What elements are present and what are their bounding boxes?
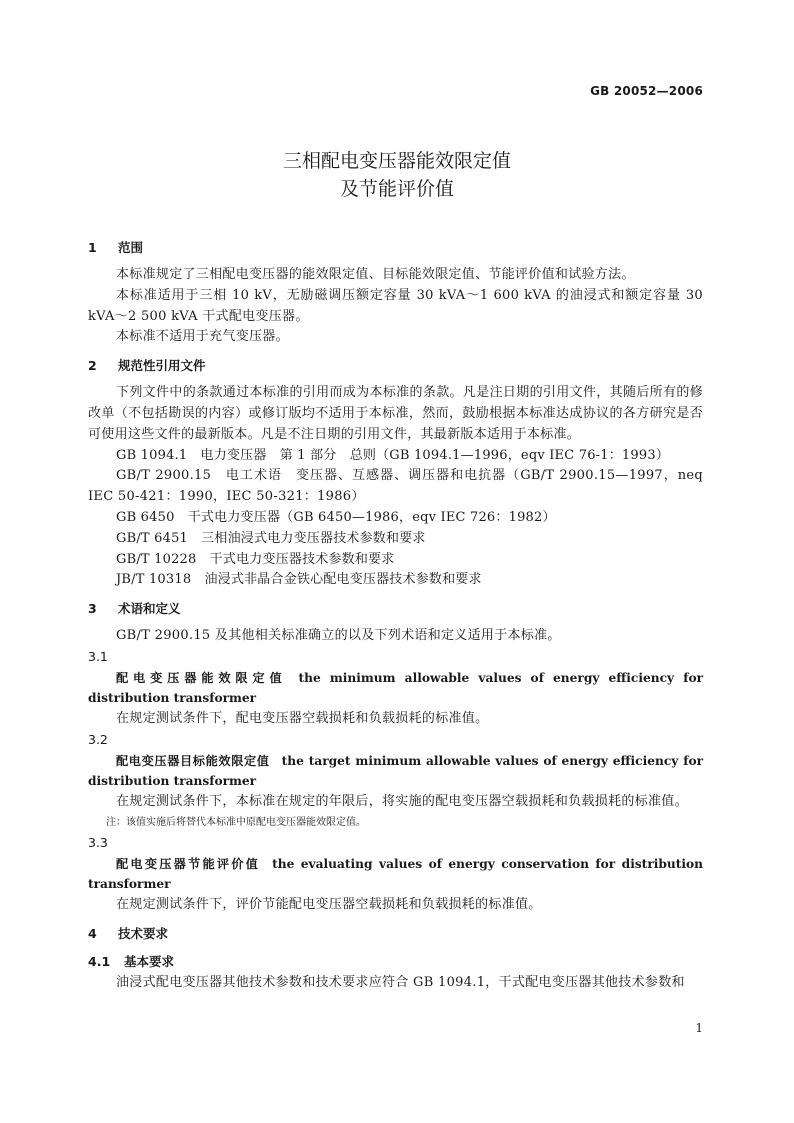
term-chinese: 配电变压器节能评价值 bbox=[116, 856, 261, 871]
title-line-1: 三相配电变压器能效限定值 bbox=[282, 150, 511, 172]
terms-intro-paragraph: GB/T 2900.15 及其他相关标准确立的以及下列术语和定义适用于本标准。 bbox=[116, 628, 561, 644]
term-english: the target minimum allowable values of energy efficiency for distribution transformer bbox=[88, 753, 703, 789]
title-line-2: 及节能评价值 bbox=[339, 178, 454, 200]
reference-item: GB/T 6451 三相油浸式电力变压器技术参数和要求 bbox=[116, 530, 426, 546]
document-body bbox=[88, 237, 703, 994]
scope-paragraph: 本标准适用于三相 10 kV，无励磁调压额定容量 30 kVA～1 600 kVA 的油浸式和额定容量 30 kVA～2 500 kVA 干式配电变压器。 bbox=[88, 287, 703, 324]
term-english: the evaluating values of energy conservation for distribution transformer bbox=[88, 856, 703, 892]
section-number: 3 bbox=[88, 601, 97, 617]
document-title bbox=[0, 147, 794, 203]
term-chinese: 配电变压器能效限定值 bbox=[116, 670, 287, 685]
section-3-heading bbox=[88, 598, 703, 620]
term-number: 3.2 bbox=[88, 731, 108, 747]
scope-paragraph: 本标准不适用于充气变压器。 bbox=[116, 329, 289, 345]
standard-number: GB 20052—2006 bbox=[590, 84, 703, 98]
reference-item: JB/T 10318 油浸式非晶合金铁心配电变压器技术参数和要求 bbox=[116, 572, 482, 588]
term-number: 3.1 bbox=[88, 648, 108, 664]
section-title: 技术要求 bbox=[118, 925, 169, 941]
section-number: 4 bbox=[88, 925, 97, 941]
term-entry bbox=[88, 854, 703, 896]
term-note: 注：该值实施后将替代本标准中原配电变压器能效限定值。 bbox=[106, 816, 366, 828]
term-entry bbox=[88, 668, 703, 710]
term-definition: 在规定测试条件下，配电变压器空载损耗和负载损耗的标准值。 bbox=[116, 711, 489, 727]
section-title: 术语和定义 bbox=[118, 601, 181, 617]
reference-item: GB 1094.1 电力变压器 第 1 部分 总则（GB 1094.1—1996，eqv IEC 76-1：1993） bbox=[116, 447, 670, 463]
scope-paragraph: 本标准规定了三相配电变压器的能效限定值、目标能效限定值、节能评价值和试验方法。 bbox=[116, 267, 635, 282]
section-4-heading bbox=[88, 923, 703, 945]
references-intro-paragraph: 下列文件中的条款通过本标准的引用而成为本标准的条款。凡是注日期的引用文件，其随后所有的修改单（不包括勘误的内容）或修订版均不适用于本标准，然而，鼓励根据本标准达成协议的各方研究是否可使用这些文件的最新版本。凡是不注日期的引用文件，其最新版本适用于本标准。 bbox=[88, 385, 703, 442]
subsection-title: 基本要求 bbox=[124, 953, 175, 969]
section-number: 1 bbox=[88, 240, 97, 255]
term-entry bbox=[88, 751, 703, 793]
subsection-number: 4.1 bbox=[88, 953, 111, 969]
section-number: 2 bbox=[88, 358, 97, 374]
section-title: 范围 bbox=[118, 240, 144, 255]
reference-item: GB/T 10228 干式电力变压器技术参数和要求 bbox=[116, 551, 395, 567]
term-english: the minimum allowable values of energy efficiency for distribution transformer bbox=[88, 670, 703, 706]
basic-requirements-paragraph: 油浸式配电变压器其他技术参数和技术要求应符合 GB 1094.1，干式配电变压器其他技术参数和 bbox=[116, 974, 685, 990]
page-number: 1 bbox=[695, 1021, 703, 1035]
term-definition: 在规定测试条件下，评价节能配电变压器空载损耗和负载损耗的标准值。 bbox=[116, 897, 542, 913]
section-1-heading bbox=[88, 237, 703, 259]
subsection-4-1-heading bbox=[88, 951, 703, 973]
reference-item: GB/T 2900.15 电工术语 变压器、互感器、调压器和电抗器（GB/T 2900.15—1997，neq IEC 50-421：1990，IEC 50-321：1986） bbox=[88, 468, 703, 505]
reference-item: GB 6450 干式电力变压器（GB 6450—1986，eqv IEC 726：1982） bbox=[116, 509, 556, 525]
term-definition: 在规定测试条件下，本标准在规定的年限后，将实施的配电变压器空载损耗和负载损耗的标准值。 bbox=[116, 794, 688, 810]
term-chinese: 配电变压器目标能效限定值 bbox=[116, 753, 270, 768]
term-number: 3.3 bbox=[88, 834, 108, 850]
section-2-heading bbox=[88, 355, 703, 377]
section-title: 规范性引用文件 bbox=[118, 358, 206, 374]
